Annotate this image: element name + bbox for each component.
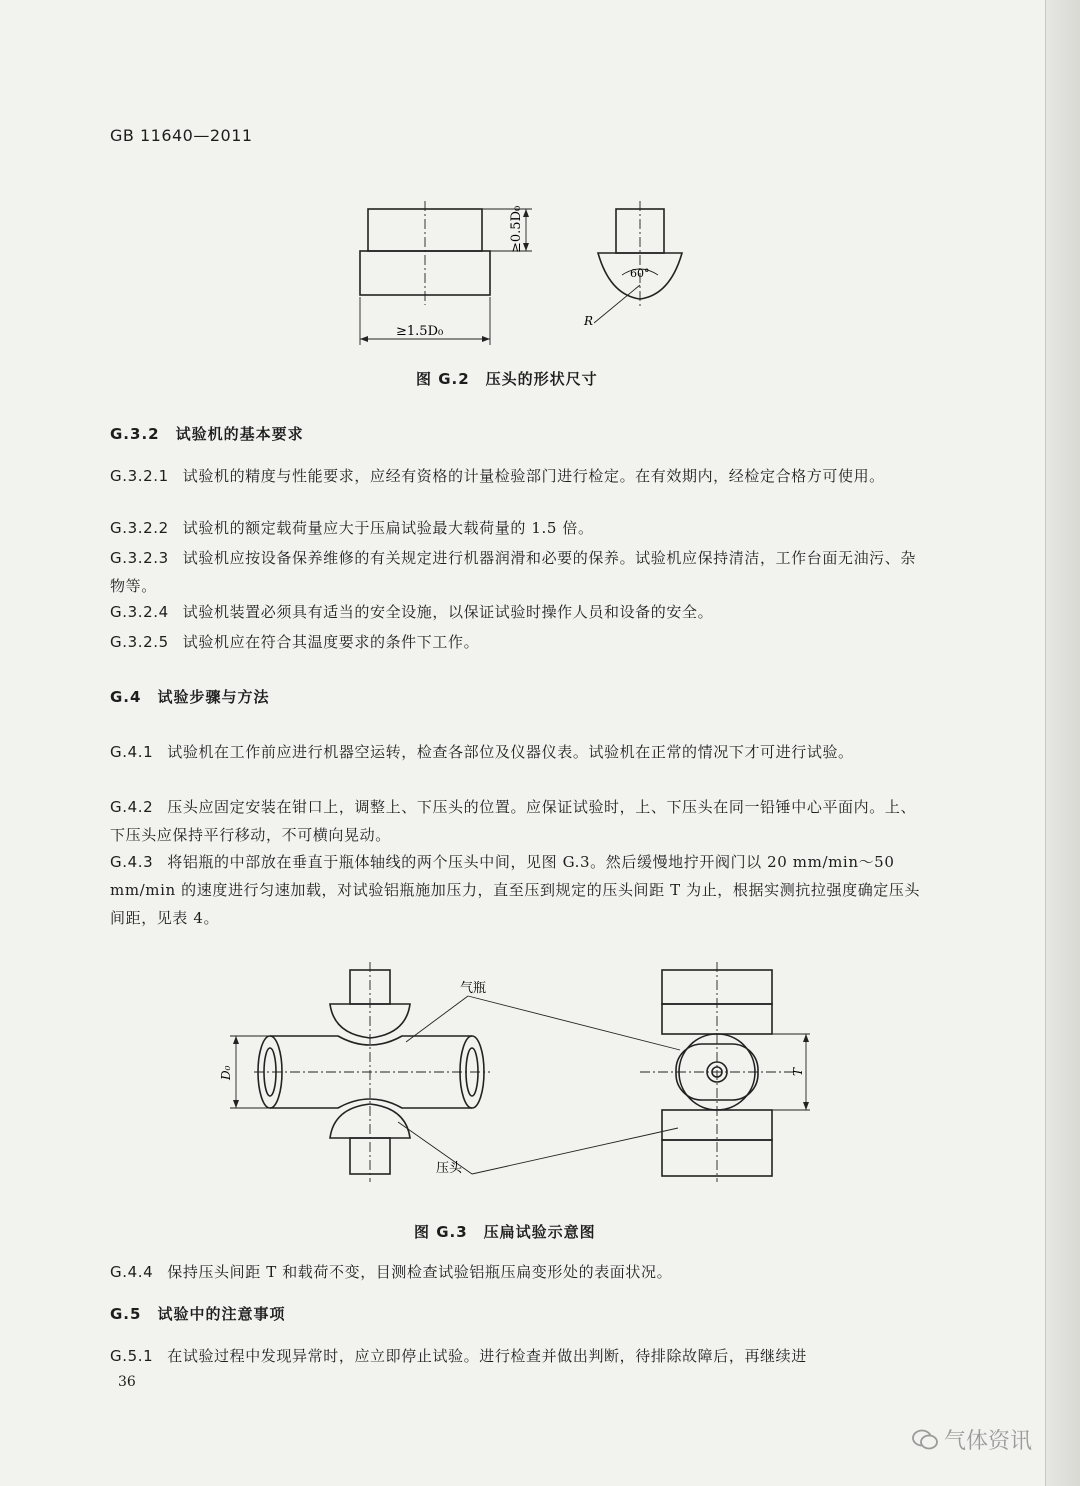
- para-num: G.4.2: [110, 798, 154, 816]
- para-num: G.5.1: [110, 1347, 154, 1365]
- section-g5-heading: G.5 试验中的注意事项: [110, 1305, 286, 1323]
- para-text: 试验机应按设备保养维修的有关规定进行机器润滑和必要的保养。试验机应保持清洁，工作台面无油污、杂物等。: [110, 549, 916, 595]
- para-g4-4: [110, 1258, 930, 1286]
- label-t: T: [791, 1067, 805, 1076]
- para-text: 试验机装置必须具有适当的安全设施，以保证试验时操作人员和设备的安全。: [182, 603, 714, 621]
- para-g3-2-2: [110, 514, 930, 542]
- para-text: 在试验过程中发现异常时，应立即停止试验。进行检查并做出判断，待排除故障后，再继续进: [167, 1347, 807, 1365]
- para-g3-2-4: [110, 598, 930, 626]
- para-text: 试验机应在符合其温度要求的条件下工作。: [182, 633, 480, 651]
- para-g4-2: [110, 793, 930, 849]
- para-num: G.3.2.2: [110, 519, 169, 537]
- standard-code: GB 11640—2011: [110, 126, 253, 145]
- para-text: 压头应固定安装在钳口上，调整上、下压头的位置。应保证试验时，上、下压头在同一铅锤中心平面内。上、下压头应保持平行移动，不可横向晃动。: [110, 798, 917, 844]
- section-g32-heading: G.3.2 试验机的基本要求: [110, 425, 304, 443]
- para-g3-2-3: [110, 544, 930, 600]
- figure-g3-drawing: [210, 962, 810, 1192]
- para-num: G.4.1: [110, 743, 154, 761]
- angle-label: 60°: [630, 267, 650, 280]
- page-number: 36: [118, 1374, 136, 1390]
- para-g3-2-1: [110, 462, 930, 490]
- para-num: G.3.2.3: [110, 549, 169, 567]
- section-g4-heading: G.4 试验步骤与方法: [110, 688, 270, 706]
- wechat-icon: [912, 1429, 938, 1451]
- watermark: [912, 1424, 1032, 1455]
- scan-edge: [1045, 0, 1080, 1486]
- figure-g2-caption: 图 G.2 压头的形状尺寸: [416, 370, 598, 388]
- para-g4-1: [110, 738, 930, 766]
- para-text: 试验机的额定载荷量应大于压扁试验最大载荷量的 1.5 倍。: [182, 519, 594, 537]
- radius-label: R: [584, 314, 594, 328]
- para-text: 试验机的精度与性能要求，应经有资格的计量检验部门进行检定。在有效期内，经检定合格方可使用。: [182, 467, 885, 485]
- para-g5-1: [110, 1342, 930, 1370]
- watermark-text: 气体资讯: [944, 1429, 1033, 1454]
- figure-g2-drawing: [340, 195, 700, 355]
- dim-width-label: ≥1.5D₀: [396, 324, 444, 339]
- label-cylinder: 气瓶: [460, 981, 487, 996]
- para-num: G.4.3: [110, 853, 154, 871]
- label-indenter: 压头: [436, 1161, 463, 1176]
- figure-g3-caption: 图 G.3 压扁试验示意图: [414, 1223, 596, 1241]
- para-num: G.3.2.1: [110, 467, 169, 485]
- para-text: 试验机在工作前应进行机器空运转，检查各部位及仪器仪表。试验机在正常的情况下才可进行试验。: [167, 743, 854, 761]
- para-text: 保持压头间距 T 和载荷不变，目测检查试验铝瓶压扁变形处的表面状况。: [167, 1263, 673, 1281]
- para-text: 将铝瓶的中部放在垂直于瓶体轴线的两个压头中间，见图 G.3。然后缓慢地拧开阀门以 20 mm/min～50 mm/min 的速度进行匀速加载，对试验铝瓶施加压力，直至压到规定的压头间距 T 为止，根据实测抗拉强度确定压头间距，见表 4。: [110, 853, 921, 927]
- dim-height-label: ≥0.5D₀: [509, 205, 524, 253]
- para-num: G.4.4: [110, 1263, 154, 1281]
- label-d0: D₀: [219, 1065, 233, 1080]
- para-g4-3: [110, 848, 930, 932]
- para-g3-2-5: [110, 628, 930, 656]
- para-num: G.3.2.5: [110, 633, 169, 651]
- para-num: G.3.2.4: [110, 603, 169, 621]
